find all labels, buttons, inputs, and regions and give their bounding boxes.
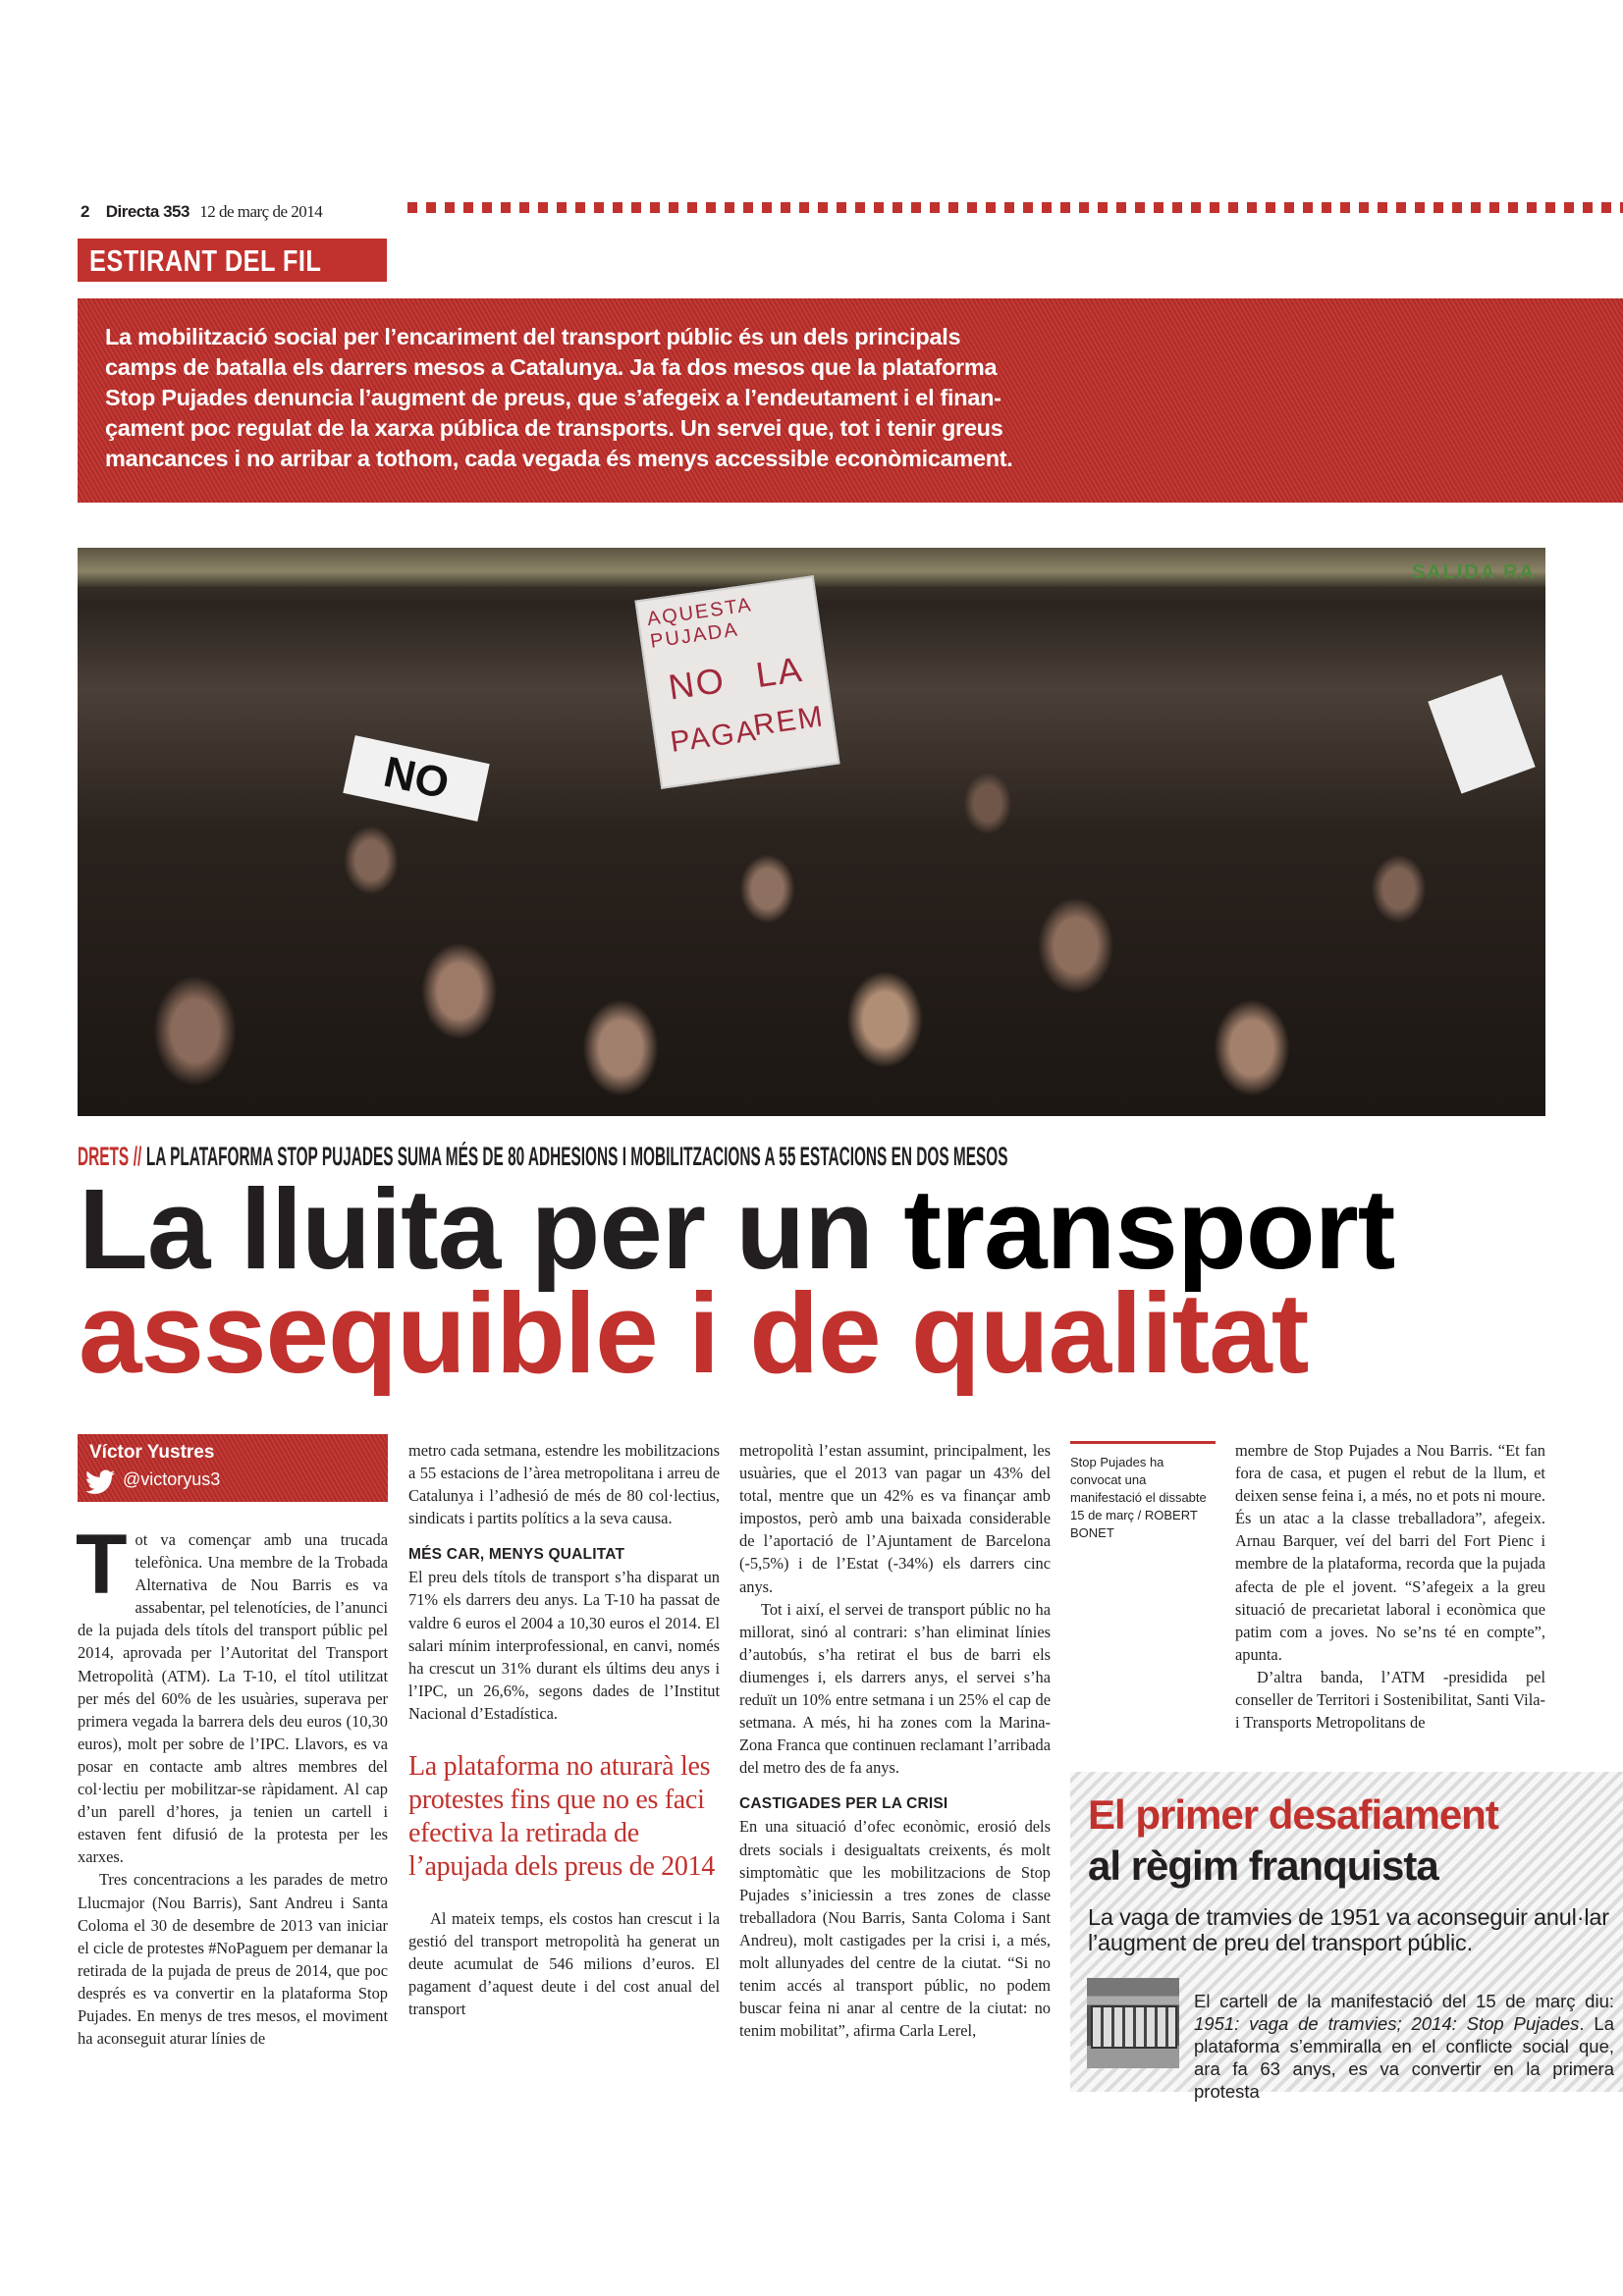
no-placard: NO — [343, 735, 489, 822]
sidebar-body-italic: 1951: vaga de tramvies; 2014: Stop Pujades — [1194, 2013, 1580, 2034]
drop-cap: T — [76, 1518, 128, 1612]
photo-caption: Stop Pujades ha convocat una manifestació el dissabte 15 de març / ROBERT BONET — [1070, 1441, 1216, 1542]
intro-line: La mobilització social per l’encariment del transport públic és un dels principals — [105, 324, 961, 349]
tram-photo — [1087, 1978, 1179, 2068]
side-placard — [1428, 674, 1535, 793]
kicker-text: LA PLATAFORMA STOP PUJADES SUMA MÉS DE 80 ADHESIONS I MOBILITZACIONS A 55 ESTACIONS EN DOS MESOS — [145, 1142, 1008, 1171]
dashed-rule — [407, 202, 1623, 213]
placard-text: LA — [753, 648, 806, 696]
sidebar-body-text: . La plataforma s’emmiralla en el conflicte social que, ara fa 63 anys, es va convertir en la primera protesta — [1194, 2013, 1615, 2102]
subheading: MÉS CAR, MENYS QUALITAT — [408, 1546, 625, 1564]
placard-text: REM — [751, 700, 827, 742]
paragraph: metro cada setmana, estendre les mobilitzacions a 55 estacions de l’àrea metropolitana i arreu de Catalunya i l’adhesió de més de 80 col·lectius, sindicats i partits polítics a la seva causa. — [408, 1441, 720, 1528]
paragraph: Tot i així, el servei de transport públic no ha millorat, sinó al contrari: s’han eliminat línies d’autobús, s’ha retirat el bus de barri els diumenges i, els darrers anys, el servei s’ha reduït un 10% entre setmana i un 25% el cap de setmana. A més, hi ha zones com la Marina-Zona Franca que continuen reclamant l’arribada del metro des de fa anys. — [739, 1599, 1051, 1778]
folio — [81, 202, 322, 222]
placard-text: AQUESTA PUJADA — [645, 594, 753, 653]
paragraph: D’altra banda, l’ATM -presidida pel conseller de Territori i Sostenibilitat, Santi Vila- i Transports Metropolitans de — [1235, 1667, 1545, 1733]
placard-text: NO — [666, 659, 729, 708]
paragraph: ot va començar amb una trucada telefònica. Una membre de la Trobada Alternativa de Nou Barris es va assabentar, pel telenotícies, de l’anunci de la pujada dels títols del transport públic pel 2014, aprovada per l’Autoritat del Transport Metropolità (ATM). La T-10, el títol utilitzat per més del 60% de les usuàries, superava per primera vegada la barrera dels deu euros (10,30 euros), molt per sobre de l’IPC. Llavors, es va posar en contacte amb altres membres del col·lectiu per mobilitzar-se ràpidament. Al cap d’un parell d’hores, ja tenien un cartell i estaven fent difusió de la protesta per les xarxes. — [78, 1530, 388, 1867]
publication-name: Directa 353 — [105, 202, 189, 221]
author-handle: @victoryus3 — [123, 1469, 221, 1489]
sidebar-body-text: El cartell de la manifestació del 15 de març diu: — [1194, 1991, 1614, 2011]
sidebar-body — [1194, 1990, 1614, 2103]
paragraph: En una situació d’ofec econòmic, erosió dels drets socials i desigualtats creixents, és molt simptomàtic que les mobilitzacions de Stop Pujades s’iniciessin a tres zones de classe treballadora (Nou Barris, Santa Coloma i Sant Andreu), molt castigades per la crisi i, a més, molt allunyades del centre de la ciutat. “Si no tenim accés al transport públic, no podem buscar feina ni anar al centre de la ciutat: no tenim mobilitat”, afirma Carla Lerel, — [739, 1817, 1051, 2041]
tram-shape — [1091, 2005, 1177, 2049]
sidebar-deck: La vaga de tramvies de 1951 va aconseguir anul·lar l’augment de preu del transport públic. — [1088, 1904, 1609, 1955]
intro-line: çament poc regulat de la xarxa pública de transports. Un servei que, tot i tenir greus — [105, 415, 1003, 441]
subheading: CASTIGADES PER LA CRISI — [739, 1795, 948, 1813]
twitter-bird-icon — [85, 1469, 115, 1495]
paragraph: Tres concentracions a les parades de metro Llucmajor (Nou Barris), Sant Andreu i Santa Coloma el 30 de desembre de 2013 van iniciar el cicle de protestes #NoPaguem per demanar la retirada de la pujada de preus de 2014, que poc després es va convertir en la plataforma Stop Pujades. En menys de tres mesos, el moviment ha aconseguit aturar línies de — [78, 1870, 388, 2049]
author-name: Víctor Yustres — [89, 1442, 215, 1463]
issue-date: 12 de març de 2014 — [199, 202, 323, 221]
headline-part: transport — [903, 1165, 1395, 1293]
sidebar-title-black: al règim franquista — [1088, 1842, 1438, 1889]
headline-line2: assequible i de qualitat — [79, 1269, 1309, 1397]
kicker-section: DRETS — [78, 1142, 130, 1171]
body-column-4 — [1235, 1439, 1545, 1734]
sidebar-title-red: El primer desafiament — [1088, 1791, 1498, 1838]
sidebar-box — [1070, 1772, 1623, 2102]
body-column-3 — [739, 1439, 1051, 2042]
paragraph: membre de Stop Pujades a Nou Barris. “Et fan fora de casa, et pugen el rebut de la llum, et deixen sense feina i, a més, no et pots ni moure. És un atac a la classe treballadora”, afegeix. Arnau Barquer, veí del barri del Fort Pienc i membre de la plataforma, recorda que la pujada afecta de ple el jovent. “S’afegeix a la greu situació de precarietat laboral i econòmica que patim com a joves. No se’ns té en compte”, apunta. — [1235, 1441, 1545, 1664]
section-tag — [78, 239, 387, 282]
body-column-1 — [76, 1518, 388, 2050]
body-column-2 — [408, 1439, 720, 2021]
section-tag-label: ESTIRANT DEL FIL — [89, 243, 322, 278]
protest-placard — [634, 575, 839, 789]
kicker-separator: // — [133, 1142, 142, 1171]
page-number: 2 — [81, 202, 90, 221]
headline-part: La lluita per un — [79, 1165, 904, 1293]
intro-line: mancances i no arribar a tothom, cada vegada és menys accessible econòmicament. — [105, 446, 1013, 471]
exit-sign: SALIDA RA — [1411, 561, 1536, 583]
intro-line: camps de batalla els darrers mesos a Catalunya. Ja fa dos mesos que la plataforma — [105, 354, 998, 380]
placard-text: PAGA — [668, 714, 760, 759]
protest-photo — [78, 548, 1545, 1116]
paragraph: metropolità l’estan assumint, principalment, les usuàries, que el 2013 van pagar un 43% del total, mentre que un 42% es va finançar amb impostos, però amb una baixada considerable de l’aportació de l’Ajuntament de Barcelona (-5,5%) i de l’Estat (-34%) els darrers cinc anys. — [739, 1441, 1051, 1596]
intro-line: Stop Pujades denuncia l’augment de preus, que s’afegeix a l’endeutament i el finan- — [105, 385, 1001, 410]
byline-box — [78, 1434, 388, 1502]
intro-box — [78, 298, 1623, 503]
paragraph: El preu dels títols de transport s’ha disparat un 71% els darrers deu anys. La T-10 ha passat de valdre 6 euros el 2004 a 10,30 euros el 2014. El salari mínim interprofessional, en canvi, només ha crescut un 31% durant els últims deu anys i l’IPC, un 26,6%, segons dades de l’Institut Nacional d’Estadística. — [408, 1568, 720, 1723]
paragraph: Al mateix temps, els costos han crescut i la gestió del transport metropolità ha generat un deute acumulat de 546 milions d’euros. El pagament d’aquest deute i del cost anual del transport — [408, 1909, 720, 2019]
pull-quote: La plataforma no aturarà les protestes fins que no es faci efectiva la retirada de l’apujada dels preus de 2014 — [408, 1751, 715, 1883]
